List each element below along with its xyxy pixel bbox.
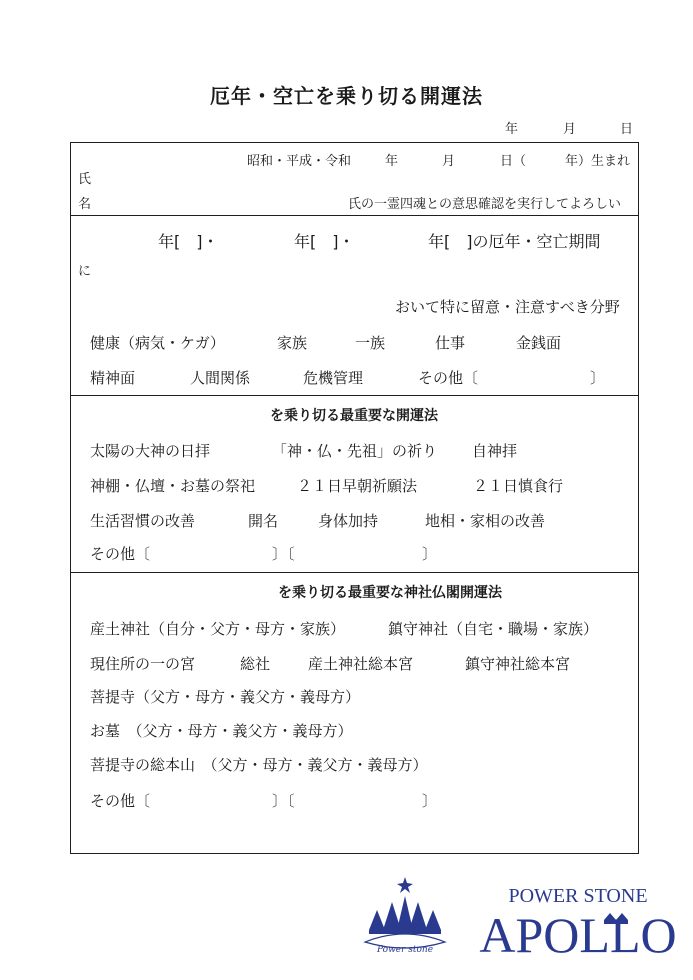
shrine-ichinomiya: 現住所の一の宮 (90, 655, 196, 673)
date-day-label: 日 (620, 122, 634, 137)
brand-logo (470, 880, 685, 960)
shrine-sousha: 総社 (240, 655, 271, 673)
shrine-ubusuna-main: 産土神社総本宮 (308, 655, 414, 673)
method-sun-worship: 太陽の大神の日拝 (90, 442, 211, 460)
shrine-other-close: 〕 (422, 792, 438, 810)
name-label-top: 氏 (78, 172, 92, 187)
method-altar-rites: 神棚・仏壇・お墓の祭祀 (90, 477, 256, 495)
area-family: 家族 (277, 334, 308, 352)
period-ni: に (78, 264, 92, 279)
shrine-ubusuna: 産土神社（自分・父方・母方・家族） (90, 620, 346, 638)
area-mental: 精神面 (90, 369, 136, 387)
method-house: 地相・家相の改善 (425, 512, 546, 530)
area-crisis: 危機管理 (303, 369, 364, 387)
birth-day-label: 日（ (500, 154, 527, 169)
birth-year-label: 年 (385, 154, 399, 169)
shrines-heading: を乗り切る最重要な神社仏閣開運法 (278, 585, 502, 601)
method-fasting: ２１日慎食行 (473, 477, 564, 495)
method-other-open: その他〔 (90, 545, 151, 563)
divider-name (70, 215, 639, 216)
shrine-bodaiji: 菩提寺（父方・母方・義父方・義母方） (90, 688, 361, 706)
shrine-chinju-main: 鎮守神社総本宮 (465, 655, 571, 673)
shrine-grave: お墓 （父方・母方・義父方・義母方） (90, 722, 353, 740)
area-health: 健康（病気・ケガ） (90, 334, 225, 352)
consent-text: 氏の一霊四魂との意思確認を実行してよろしい (348, 197, 622, 212)
area-money: 金銭面 (516, 334, 562, 352)
period-year-3: 年[ ]の厄年・空亡期間 (428, 232, 601, 251)
logo-script-text: Power stone (376, 945, 434, 955)
period-notice: おいて特に留意・注意すべき分野 (395, 298, 620, 316)
area-work: 仕事 (435, 334, 466, 352)
date-month-label: 月 (563, 122, 577, 137)
method-lifestyle: 生活習慣の改善 (90, 512, 196, 530)
crown-logo-icon (355, 872, 455, 962)
shrine-other-mid: 〕〔 (272, 792, 295, 810)
divider-methods (70, 572, 639, 573)
method-self-worship: 自神拝 (472, 442, 518, 460)
name-label-bottom: 名 (78, 197, 92, 212)
birth-month-label: 月 (442, 154, 456, 169)
page-title: 厄年・空亡を乗り切る開運法 (210, 84, 483, 108)
area-relations: 人間関係 (190, 369, 251, 387)
area-other-open: その他〔 (418, 369, 479, 387)
method-other-mid: 〕〔 (272, 545, 295, 563)
area-clan: 一族 (355, 334, 386, 352)
date-year-label: 年 (505, 122, 519, 137)
brand-main-text: APOLLO (479, 907, 677, 960)
method-other-close: 〕 (422, 545, 438, 563)
method-naming: 開名 (248, 512, 279, 530)
period-year-2: 年[ ]・ (294, 232, 355, 251)
area-other-close: 〕 (590, 369, 606, 387)
shrine-head-temple: 菩提寺の総本山 （父方・母方・義父方・義母方） (90, 756, 428, 774)
era-label: 昭和・平成・令和 (247, 154, 352, 169)
shrine-chinju: 鎮守神社（自宅・職場・家族） (388, 620, 599, 638)
period-year-1: 年[ ]・ (158, 232, 219, 251)
method-morning-prayer: ２１日早朝祈願法 (297, 477, 418, 495)
method-body: 身体加持 (318, 512, 379, 530)
shrine-other-open: その他〔 (90, 792, 151, 810)
zodiac-label: 年）生まれ (565, 154, 631, 169)
method-prayer: 「神・仏・先祖」の祈り (272, 442, 438, 460)
brand-top-text: POWER STONE (508, 885, 648, 907)
divider-period (70, 395, 639, 396)
methods-heading: を乗り切る最重要な開運法 (270, 408, 438, 424)
